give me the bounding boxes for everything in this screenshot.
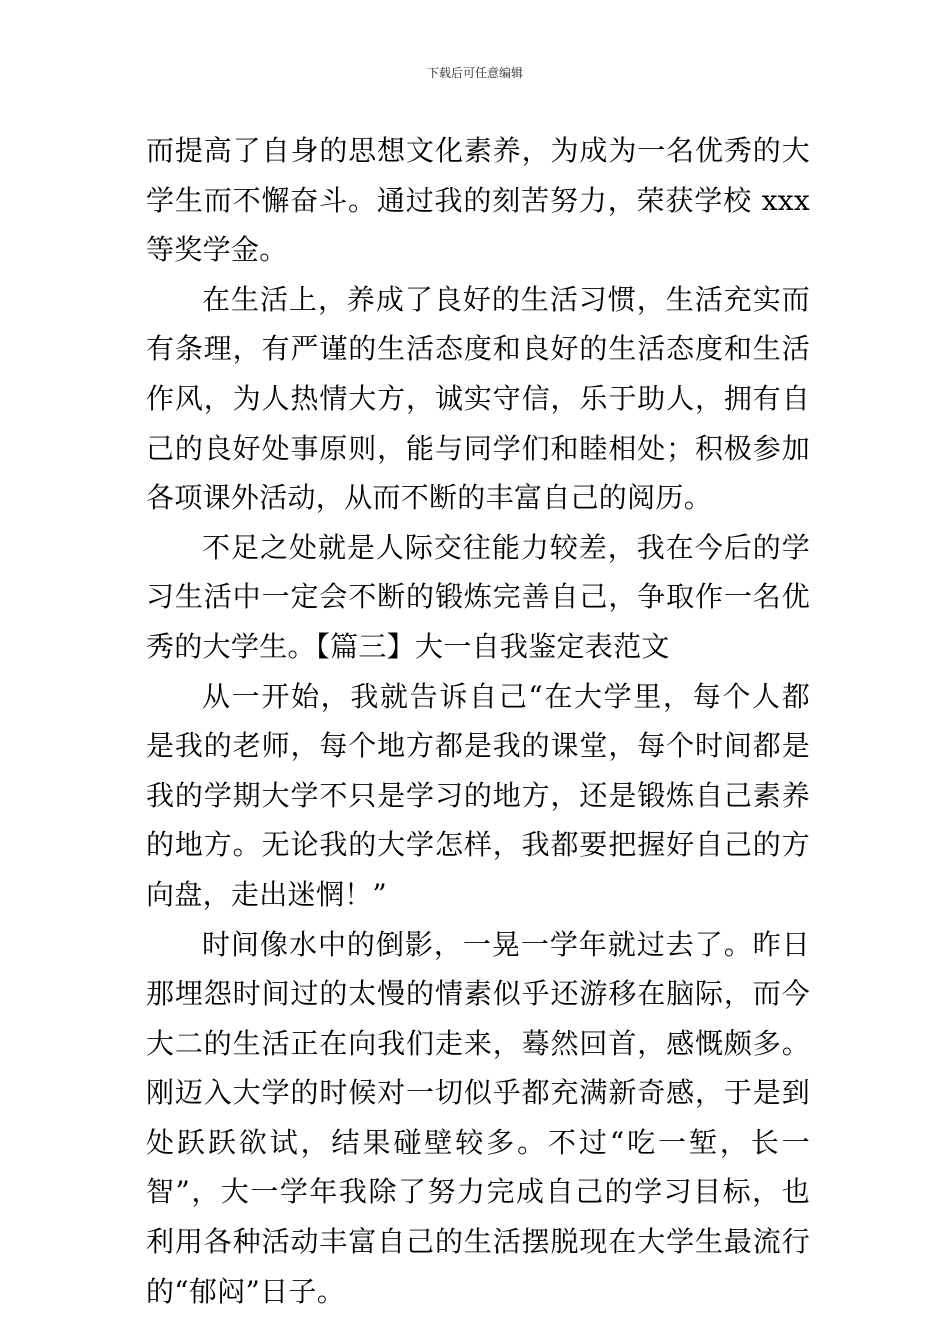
- paragraph-1: 而提高了自身的思想文化素养，为成为一名优秀的大学生而不懈奋斗。通过我的刻苦努力，荣获学校 xxx 等奖学金。: [146, 134, 810, 267]
- document-body: [146, 126, 810, 1316]
- paragraph-3: 不足之处就是人际交往能力较差，我在今后的学习生活中一定会不断的锻炼完善自己，争取作一名优秀的大学生。【篇三】大一自我鉴定表范文: [146, 530, 810, 663]
- page-header: 下载后可任意编辑: [426, 66, 523, 80]
- paragraph-2: 在生活上，养成了良好的生活习惯，生活充实而有条理，有严谨的生活态度和良好的生活态度和生活作风，为人热情大方，诚实守信，乐于助人，拥有自己的良好处事原则，能与同学们和睦相处；积极参加各项课外活动，从而不断的丰富自己的阅历。: [146, 282, 810, 515]
- paragraph-4: 从一开始，我就告诉自己“在大学里，每个人都是我的老师，每个地方都是我的课堂，每个时间都是我的学期大学不只是学习的地方，还是锻炼自己素养的地方。无论我的大学怎样，我都要把握好自己的方向盘，走出迷惘！”: [146, 679, 810, 911]
- paragraph-5: 时间像水中的倒影，一晃一学年就过去了。昨日那埋怨时间过的太慢的情素似乎还游移在脑际，而今大二的生活正在向我们走来，蓦然回首，感慨颇多。刚迈入大学的时候对一切似乎都充满新奇感，于是到处跃跃欲试，结果碰壁较多。不过“吃一堑，长一智”，大一学年我除了努力完成自己的学习目标，也利用各种活动丰富自己的生活摆脱现在大学生最流行的“郁闷”日子。: [146, 927, 810, 1308]
